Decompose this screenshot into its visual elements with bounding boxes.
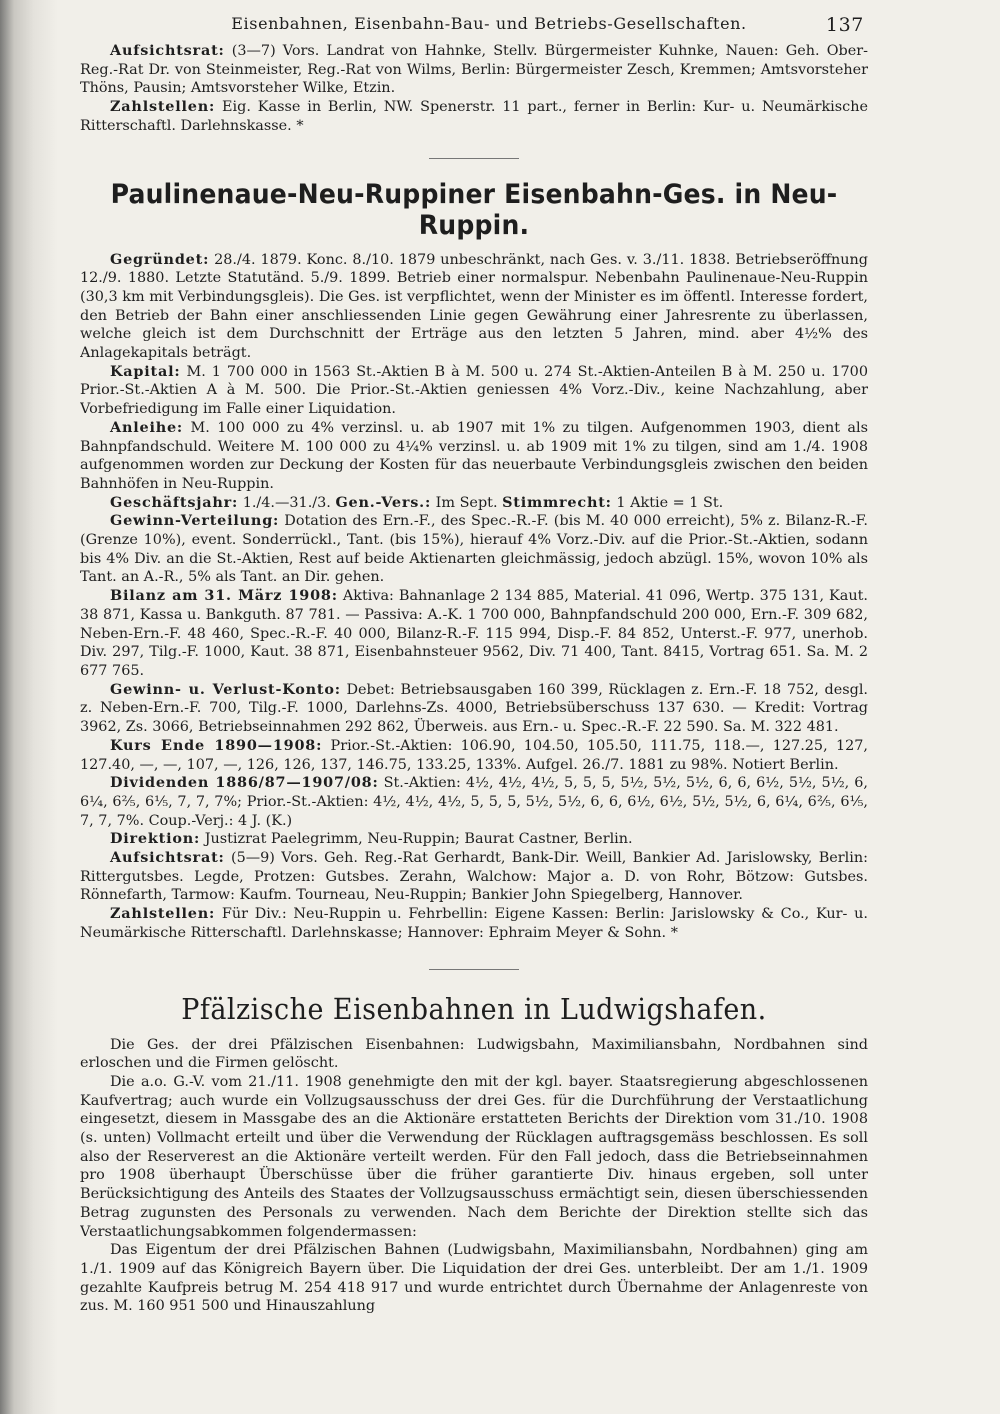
paragraph-kapital: Kapital: M. 1 700 000 in 1563 St.-Aktien B à M. 500 u. 274 St.-Aktien-Anteilen B à M. 250 u. 1700 Prior.-St.-Aktien A à M. 500. Die Prior.-St.-Aktien geniessen 4% Vorz.-Div., keine Nachzahlung, aber Vorbefriedigung im Falle einer Liquidation. bbox=[80, 362, 868, 418]
section-title: Pfälzische Eisenbahnen in Ludwigshafen. bbox=[181, 991, 767, 1026]
page-number: 137 bbox=[825, 14, 864, 36]
paragraph-gewinn-verlust: Gewinn- u. Verlust-Konto: Debet: Betriebsausgaben 160 399, Rücklagen z. Ern.-F. 18 752, desgl. z. Neben-Ern.-F. 700, Tilg.-F. 1000, Darlehns-Zs. 4000, Betriebsüberschuss 137 630. — Kredit: Vortrag 3962, Zs. 3066, Betriebseinnahmen 292 862, Überweis. aus Ern.- u. Spec.-R.-F. 22 590. Sa. M. 322 481. bbox=[80, 680, 868, 736]
running-head bbox=[80, 14, 868, 42]
section-title: Paulinenaue-Neu-Ruppiner Eisenbahn-Ges. in Neu-Ruppin. bbox=[110, 178, 838, 241]
paragraph-bilanz: Bilanz am 31. März 1908: Aktiva: Bahnanlage 2 134 885, Material. 41 096, Wertp. 375 131, Kaut. 38 871, Kassa u. Bankguth. 87 781. — Passiva: A.-K. 1 700 000, Bahnpfandschuld 200 000, Ern.-F. 309 682, Neben-Ern.-F. 48 460, Spec.-R.-F. 40 000, Bilanz-R.-F. 115 994, Disp.-F. 84 852, Unterst.-F. 977, unerhob. Div. 297, Tilg.-F. 1000, Kaut. 38 871, Eisenbahnsteuer 9562, Div. 71 400, Tant. 8415, Vortrag 651. Sa. M. 2 677 765. bbox=[80, 587, 868, 679]
section-divider bbox=[429, 969, 519, 970]
paragraph-anleihe: Anleihe: M. 100 000 zu 4% verzinsl. u. ab 1907 mit 1% zu tilgen. Aufgenommen 1903, dient als Bahnpfandschuld. Weitere M. 100 000 zu 4¼% verzinsl. u. ab 1909 mit 1% zu tilgen, sind am 1./4. 1908 aufgenommen worden zur Deckung der Kosten für das neuerbaute Verbindungsgleis zwischen den beiden Bahnhöfen in Neu-Ruppin. bbox=[80, 418, 868, 492]
paragraph-direktion: Direktion: Justizrat Paelegrimm, Neu-Ruppin; Baurat Castner, Berlin. bbox=[110, 830, 633, 848]
paragraph-geschaeftsjahr: Geschäftsjahr: 1./4.—31./3. Gen.-Vers.: Im Sept. Stimmrecht: 1 Aktie = 1 St. bbox=[110, 493, 724, 511]
running-title: Eisenbahnen, Eisenbahn-Bau- und Betriebs-Gesellschaften. bbox=[231, 14, 747, 33]
binding-shadow bbox=[0, 0, 58, 1414]
paragraph-dividenden: Dividenden 1886/87—1907/08: St.-Aktien: 4½, 4½, 4½, 5, 5, 5, 5½, 5½, 5½, 6, 6, 6½, 5½, 5½, 6, 6¼, 6⅖, 6⅕, 7, 7, 7%; Prior.-St.-Aktien: 4½, 4½, 4½, 5, 5, 5, 5½, 5½, 6, 6, 6½, 6½, 5½, 5½, 6, 6¼, 6⅖, 6⅕, 7, 7, 7%. Coup.-Verj.: 4 J. (K.) bbox=[80, 774, 868, 829]
section-pfaelzische bbox=[80, 992, 868, 1317]
paragraph-zahlstellen-top: Zahlstellen: Eig. Kasse in Berlin, NW. Spenerstr. 11 part., ferner in Berlin: Kur- u. Neumärkische Ritterschaftl. Darlehnskasse. * bbox=[80, 98, 868, 134]
paragraph-aufsichtsrat-top: Aufsichtsrat: (3—7) Vors. Landrat von Hahnke, Stellv. Bürgermeister Kuhnke, Nauen: Geh. Ober-Reg.-Rat Dr. von Steinmeister, Reg.-Rat von Wilms, Berlin: Bürgermeister Zesch, Kremmen; Amtsvorsteher Thöns, Pausin; Amtsvorsteher Wilke, Etzin. bbox=[80, 42, 868, 97]
section-divider bbox=[429, 158, 519, 159]
section-paulinenaue bbox=[80, 179, 868, 943]
paragraph-gegruendet: Gegründet: 28./4. 1879. Konc. 8./10. 1879 unbeschränkt, nach Ges. v. 3./11. 1838. Betriebseröffnung 12./9. 1880. Letzte Statutänd. 5./9. 1899. Betrieb einer normalspur. Nebenbahn Paulinenaue-Neu-Ruppin (30,3 km mit Verbindungsgleis). Die Ges. ist verpflichtet, wenn der Minister es im öffentl. Interesse fordert, den Betrieb der Bahn einer anschliessenden Linie gegen Gewährung einer Jahresrente zu überlassen, welche gleich ist dem Durchschnitt der Erträge aus den letzten 5 Jahren, mind. aber 4½% des Anlagekapitals beträgt. bbox=[80, 250, 868, 362]
paragraph-gewinn-verteilung: Gewinn-Verteilung: Dotation des Ern.-F., des Spec.-R.-F. (bis M. 40 000 erreicht), 5% z. Bilanz-R.-F. (Grenze 10%), event. Sonderrückl., Tant. (bis 15%), hierauf 4% Vorz.-Div. auf die Prior.-St.-Aktien, sodann bis 4% Div. an die St.-Aktien, Rest auf beide Aktienarten gleichmässig, jedoch abzügl. 15%, wovon 10% als Tant. an A.-R., 5% als Tant. an Dir. gehen. bbox=[80, 512, 868, 586]
paragraph-intro: Die Ges. der drei Pfälzischen Eisenbahnen: Ludwigsbahn, Maximiliansbahn, Nordbahnen sind erloschen und die Firmen gelöscht. bbox=[80, 1036, 868, 1072]
paragraph-aufsichtsrat: Aufsichtsrat: (5—9) Vors. Geh. Reg.-Rat Gerhardt, Bank-Dir. Weill, Bankier Ad. Jarislowsky, Berlin: Rittergutsbes. Legde, Protzen: Gutsbes. Zerahn, Walchow: Major a. D. von Rohr, Bötzow: Gutsbes. Rönnefarth, Tarmow: Kaufm. Tourneau, Neu-Ruppin; Bankier John Spiegelberg, Hannover. bbox=[80, 849, 868, 904]
paragraph-kurs: Kurs Ende 1890—1908: Prior.-St.-Aktien: 106.90, 104.50, 105.50, 111.75, 118.—, 127.25, 127, 127.40, —, —, 107, —, 126, 126, 137, 146.75, 133.25, 133%. Aufgel. 26./7. 1881 zu 98%. Notiert Berlin. bbox=[80, 736, 868, 773]
top-entry bbox=[80, 42, 868, 136]
paragraph-eigentum: Das Eigentum der drei Pfälzischen Bahnen (Ludwigsbahn, Maximiliansbahn, Nordbahnen) ging am 1./1. 1909 auf das Königreich Bayern über. Die Liquidation der drei Ges. unterbleibt. Der am 1./1. 1909 gezahlte Kaufpreis betrug M. 254 418 917 und wurde entrichtet durch Übernahme der Anlagenreste von zus. M. 160 951 500 und Hinauszahlung bbox=[80, 1242, 868, 1315]
paragraph-gv-beschluss: Die a.o. G.-V. vom 21./11. 1908 genehmigte den mit der kgl. bayer. Staatsregierung abgeschlossenen Kaufvertrag; auch wurde ein Vollzugsausschuss der drei Ges. für die Durchführung der Verstaatlichung eingesetzt, diesem in Massgabe des an die Aktionäre erstatteten Berichts der Direktion vom 31./10. 1908 (s. unten) Vollmacht erteilt und über die Verwendung der Rücklagen auftragsgemäss beschlossen. Es soll also der Reserverest an die Aktionäre verteilt werden. Für den Fall jedoch, dass die Betriebseinnahmen pro 1908 überhaupt Überschüsse über die früher garantierte Div. hinaus ergeben, soll unter Berücksichtigung des Anteils des Staates der Vollzugsausschuss ermächtigt sein, diesen überschiessenden Betrag zugunsten des Personals zu verwenden. Nach dem Berichte der Direktion stellte sich das Verstaatlichungsabkommen folgendermassen: bbox=[80, 1073, 868, 1240]
paragraph-zahlstellen: Zahlstellen: Für Div.: Neu-Ruppin u. Fehrbellin: Eigene Kassen: Berlin: Jarislowsky & Co., Kur- u. Neumärkische Ritterschaftl. Darlehnskasse; Hannover: Ephraim Meyer & Sohn. * bbox=[80, 905, 868, 941]
book-page bbox=[80, 14, 868, 1406]
